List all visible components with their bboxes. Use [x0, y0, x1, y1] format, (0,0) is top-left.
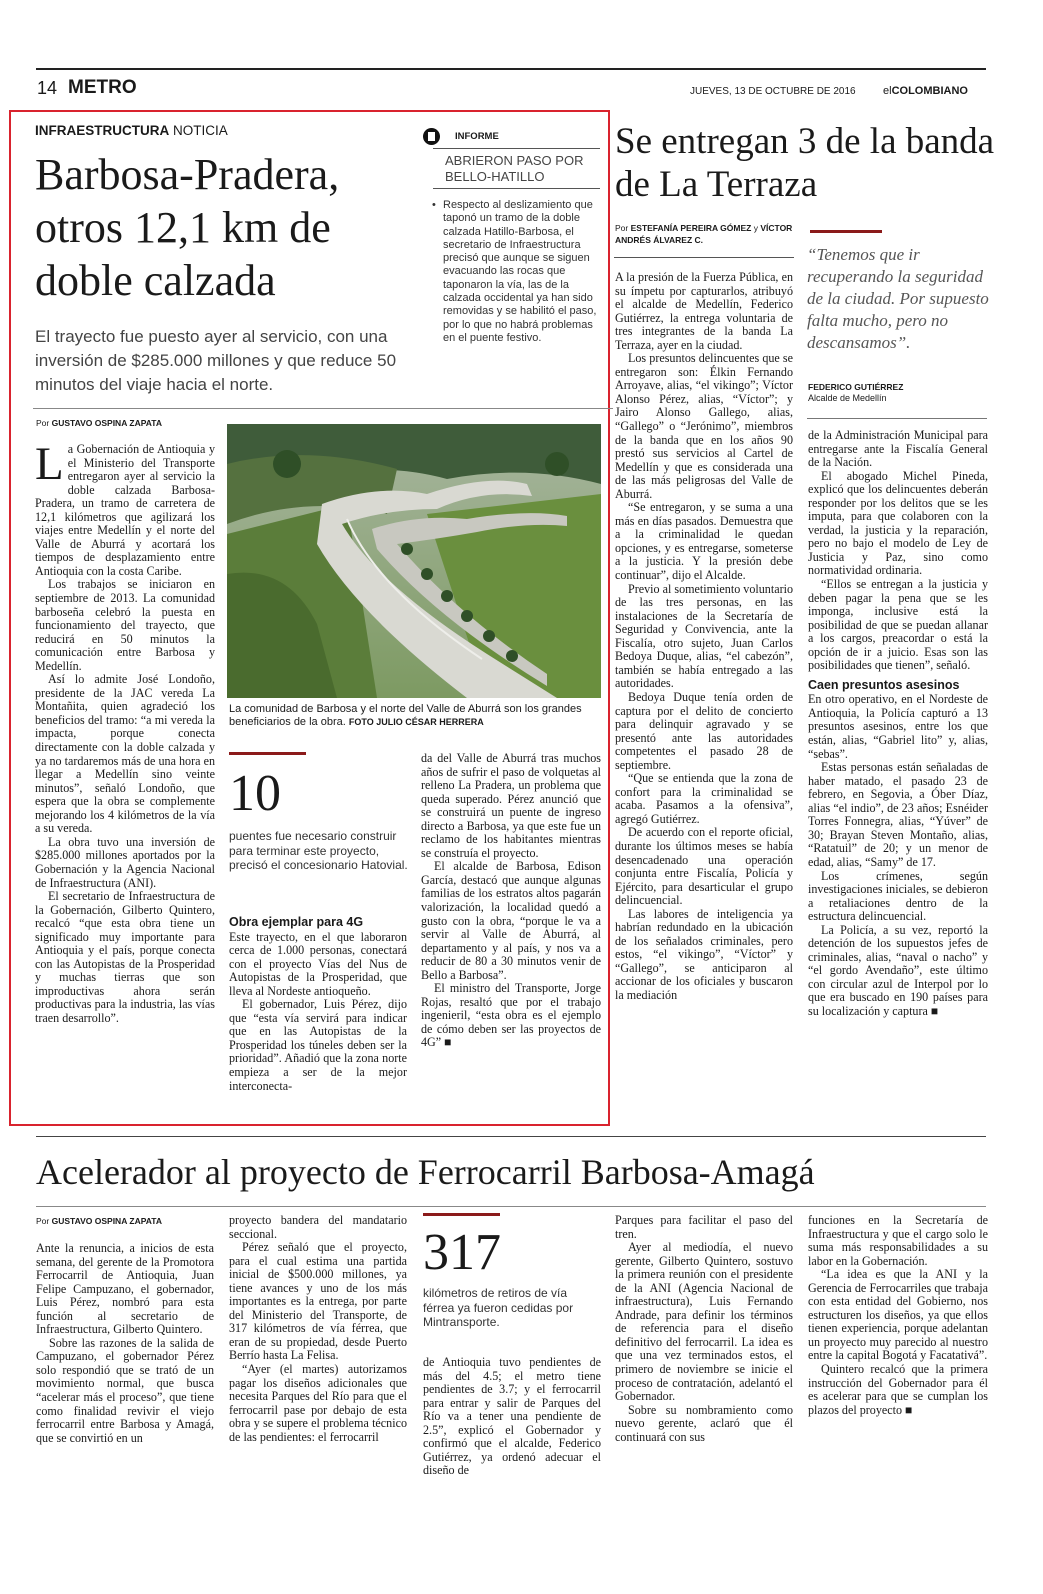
header-date: JUEVES, 13 DE OCTUBRE DE 2016 [690, 86, 856, 97]
terraza-col1-para: Las labores de inteligencia ya habrían redundado en la ubicación de los señalados criminales, pero estos, “el vikingo”, “Víctor” y “Gallego”, se anticiparon al accionar de los oficiales y buscaron la mediación [615, 906, 793, 1002]
terraza-col1-para: Los presuntos delincuentes que se entregaron son: Élkin Fernando Arroyave, alias, “el vikingo”; Víctor Alonso Pérez, alias, “Víctor”; y Jairo Alonso Gallego, alias, “Gallego” o “Jerónimo”, miembros de la banda que en los años 90 prestó sus servicios al Cartel de Medellín y que es considerada una de las más peligrosas del Valle de Aburrá. [615, 351, 793, 501]
terraza-col1-para: “Se entregaron, y se suma a una más en días pasados. Demuestra que a la criminalidad le quedan opciones, y es entregarse, someterse a la justicia. Y la presión debe continuar”, dijo el Alcalde. [615, 500, 793, 583]
terraza-rule [614, 257, 794, 258]
rail-col4 [615, 1214, 793, 1494]
informe-icon [423, 128, 440, 145]
kicker-bold: INFRAESTRUCTURA [35, 123, 170, 138]
dropcap: L [35, 443, 64, 490]
pull-quote: “Tenemos que ir recuperando la seguridad de la ciudad. Por supuesto falta mucho, pero no descansamos”. [807, 245, 989, 352]
informe-rule-top [433, 148, 600, 149]
rail-col2-para: proyecto bandera del mandatario seccional. [229, 1214, 407, 1241]
terraza-col1-para: Previo al sometimiento voluntario de las tres personas, en las instalaciones de la Secretaría de Seguridad y Convivencia, ante la Fiscalía, otro sujeto, Juan Carlos Bedoya Duque, alias, “el cabezón”, también se había entregado a las autoridades. [615, 581, 793, 691]
kicker-light: NOTICIA [173, 123, 228, 138]
main-lede: El trayecto fue puesto ayer al servicio, con una inversión de $285.000 millones y que reduce 50 minutos del viaje hacia el norte. [35, 327, 397, 394]
stat10-rule [229, 752, 306, 755]
main-byline [36, 418, 162, 429]
main-col3 [421, 752, 601, 1122]
terraza-col1-para: “Que se entienda que la zona de confort para la criminalidad se acaba. Pasamos a la ofensiva”, agregó Gutiérrez. [615, 771, 793, 826]
stat317-number: 317 [423, 1224, 501, 1281]
rail-byline-author: GUSTAVO OSPINA ZAPATA [51, 1216, 162, 1226]
main-col2-subhead: Obra ejemplar para 4G [229, 915, 364, 929]
informe-text [432, 199, 601, 345]
section-name: METRO [68, 77, 137, 98]
terraza-col2 [808, 429, 988, 1119]
terraza-headline: Se entregan 3 de la banda de La Terraza [615, 121, 995, 205]
terraza-col2-para: “Ellos se entregan a la justicia y deben pagar la pena que se les imponga, inclusive está la posibilidad de que se puedan allanar a los cargos, preacordar o está la opción de ir a juicio. Esas son las posibilidades que tienen”, señaló. [808, 577, 988, 673]
main-col3-para: El alcalde de Barbosa, Edison García, destacó que aunque algunas familias de los estratos altos pagarán valorización, la localidad quedó a gusto con la obra, “porque le va a servir al Valle de Aburrá, al departamento y al país, y nos va a reducir de 80 a 30 minutos venir de Bello a Barbosa”. [421, 859, 601, 982]
stat317-rule [423, 1213, 500, 1216]
terraza-col2b-para: Los crímenes, según investigaciones iniciales, se debieron a retaliaciones dentro de la estructura delincuencial. [808, 868, 988, 924]
informe-rule-mid [433, 188, 600, 189]
main-headline: Barbosa-Pradera, otros 12,1 km de doble calzada [35, 150, 340, 305]
bullet-icon: • [432, 199, 436, 211]
rail-col5-para: funciones en la Secretaría de Infraestructura y que el cargo solo le suma más responsabilidades a su labor en la Gobernación. [808, 1214, 988, 1268]
brand-el: el [883, 85, 892, 97]
terraza-byline-prefix: Por [615, 223, 629, 233]
terraza-col1-para: De acuerdo con el reporte oficial, durante los últimos meses se había desencadenado una operación conjunta entre Fiscalía, Policía y Ejército, para desarticular el grupo delincuencial. [615, 825, 793, 908]
photo-caption [229, 703, 601, 729]
rail-col5-para: “La idea es que la ANI y la Gerencia de Ferrocarriles que trabaja con esta entidad del Gobierno, nos estructuren los diseños, ya que ellos tienen experiencia, porque adelantan un proyecto muy parecido al nuestro entre la capital Bogotá y Facatativá”. [808, 1267, 988, 1363]
highway-photo [227, 424, 601, 698]
photo-caption-text: La comunidad de Barbosa y el norte del Valle de Aburrá son los grandes beneficiarios de la obra. [229, 703, 582, 728]
rail-col2-para: Pérez señaló que el proyecto, para el cual estima una partida inicial de $500.000 millones, ya tiene avances y uno de los más importantes es la entrega, por parte del Ministerio del Transporte, de 317 kilómetros de vía férrea, que eran de su propiedad, desde Puerto Berrío hasta La Felisa. [229, 1240, 407, 1363]
header-brand [883, 85, 968, 97]
main-col3-para: El ministro del Transporte, Jorge Rojas, resaltó que por el trabajo ingenieril, “esta obra es el ejemplo de cómo deben ser las proyectos de 4G” ■ [421, 981, 601, 1050]
main-byline-rule [33, 408, 613, 409]
terraza-col2b-para: La Policía, a su vez, reportó la detención de los supuestos jefes de criminales, alias, “naval o nacho” y “el gordo Avendaño”, este último con circular azul de Interpol por lo que era buscado en 190 países para su localización y captura ■ [808, 922, 988, 1018]
stat10-number: 10 [229, 765, 281, 822]
terraza-byline-author1: ESTEFANÍA PEREIRA GÓMEZ [630, 223, 752, 233]
highway-aerial-image [227, 424, 601, 698]
quote-bottom-rule [807, 418, 987, 419]
main-kicker [35, 123, 228, 138]
main-col1-para: Los trabajos se iniciaron en septiembre de 2013. La comunidad barboseña celebró la puesta en funcionamiento del trayecto, que reducirá en 50 minutos la comunicación entre Barbosa y Medellín. [35, 577, 215, 673]
stat317-text: kilómetros de retiros de vía férrea ya fueron cedidas por Mintransporte. [423, 1286, 574, 1329]
rail-col4-para: Parques para facilitar el paso del tren. [615, 1214, 793, 1241]
brand-name: COLOMBIANO [891, 85, 968, 97]
informe-title: ABRIERON PASO POR BELLO-HATILLO [445, 153, 584, 184]
rail-col5-para: Quintero recalcó que la primera instrucción del Gobernador para él es acelerar para que se cumplan los plazos del proyecto ■ [808, 1362, 988, 1417]
terraza-col2-subhead: Caen presuntos asesinos [808, 677, 960, 692]
main-col1-para: El secretario de Infraestructura de la Gobernación, Gilberto Quintero, recalcó “que esta obra tiene un significado muy importante para Antioquia y el país, porque conecta con las Autopistas de la Prosperidad y muchas tierras que son improductivas ahora serán productivas para la industria, las vías traen desarrollo”. [35, 889, 215, 1025]
rail-top-rule [36, 1136, 986, 1137]
terraza-byline-author2: VÍCTOR ANDRÉS ÁLVAREZ C. [615, 223, 793, 245]
quote-role: Alcalde de Medellín [808, 393, 887, 403]
terraza-col2b-para: Estas personas están señaladas de haber matado, el pasado 23 de febrero, en Segovia, a Óber Díaz, alias “el indio”, de 23 años; Esnéider Torres Fonnegra, alias, “Yúver” de 30; Brayan Steven Montaño, alias, “Ratatuil” de 20; y un menor de edad, alias, “Samy” de 17. [808, 760, 988, 869]
rail-col4-para: Ayer al mediodía, el nuevo gerente, Gilberto Quintero, sostuvo la primera reunión con el presidente de la ANI (Agencia Nacional de infraestructura), Luis Fernando Andrade, para definir los términos de referencia para el diseño definitivo del ferrocarril. La idea es que una vez terminados estos, el primero de noviembre se inicie el proceso de contratación, adelantó el Gobernador. [615, 1240, 793, 1404]
rail-byline-prefix: Por [36, 1216, 50, 1226]
rail-byline [36, 1216, 162, 1227]
terraza-col2b-para: En otro operativo, en el Nordeste de Antioquia, la Policía capturó a 13 presuntos asesinos, entre los que están, alias, “Gabriel lito” y, alias, “sebas”. [808, 692, 988, 761]
rail-col5 [808, 1214, 988, 1494]
rail-headline: Acelerador al proyecto de Ferrocarril Barbosa-Amagá [36, 1152, 815, 1192]
terraza-col1-para: Bedoya Duque tenía orden de captura por el delito de concierto para delinquir agravado y se presentó ante las autoridades competentes el pasado 28 de septiembre. [615, 689, 793, 772]
rail-col2-para: “Ayer (el martes) autorizamos pagar los diseños adicionales que necesita Parques del Río para que el ferrocarril pase por debajo de esta obra y se supere el problema técnico de las pendientes: el ferrocarril [229, 1362, 407, 1444]
byline-author: GUSTAVO OSPINA ZAPATA [51, 418, 162, 428]
stat10-text: puentes fue necesario construir para terminar este proyecto, precisó el concesionario Hatovial. [229, 829, 408, 872]
main-col2 [229, 913, 407, 1123]
informe-label: INFORME [455, 131, 499, 142]
terraza-col2-para: de la Administración Municipal para entregarse ante la Fiscalía General de la Nación. [808, 429, 988, 470]
quote-author: FEDERICO GUTIÉRREZ [808, 382, 904, 392]
main-col1 [35, 443, 215, 1129]
main-col1-para: Así lo admite José Londoño, presidente de la JAC vereda La Montañita, quien agradeció los beneficios del tramo: “a mi vereda la impacta, porque conecta directamente con la doble calzada y ya no tardaremos más de una hora en llegar a Medellín sino veinte minutos”, señaló Londoño, que espera que la obra se complemente mejorando los 4 kilómetros de la vía a su vereda. [35, 672, 215, 836]
main-col2-para: El gobernador, Luis Pérez, dijo que “esta vía servirá para indicar que en las Autopistas de la Prosperidad los túneles deben ser la prioridad”. Añadió que la zona norte empieza a ser de la mejor interconecta- [229, 997, 407, 1093]
terraza-col1 [615, 271, 793, 1119]
photo-credit: FOTO JULIO CÉSAR HERRERA [348, 717, 484, 727]
quote-rule [810, 230, 882, 233]
main-col1-para: La Gobernación de Antioquia y el Ministerio del Transporte entregaron ayer al servicio la doble calzada Barbosa-Pradera, un tramo de carretera de 12,1 kilómetros que agilizará los viajes entre Medellín y el norte del Valle de Aburrá y acortará los tiempos de desplazamiento entre Antioquia con la costa Caribe. [35, 443, 215, 578]
terraza-byline [615, 222, 800, 246]
terraza-byline-and: y [753, 223, 758, 233]
rail-col3-para: de Antioquia tuvo pendientes de más del 4.5; el metro tiene pendientes de 3.7; y el ferrocarril para entrar y salir de Parques del Río va a tener una pendiente de 2.5”, explicó el Gobernador y confirmó que el alcalde, Federico Gutiérrez, ya ordenó adecuar el diseño de [423, 1356, 601, 1478]
main-col1-para: La obra tuvo una inversión de $285.000 millones aportados por la Gobernación y la Agencia Nacional de Infraestructura (ANI). [35, 834, 215, 890]
header-top-rule [36, 68, 986, 70]
rail-col3 [423, 1356, 601, 1496]
informe-body: Respecto al deslizamiento que taponó un tramo de la doble calzada Hatillo-Barbosa, el secretario de Infraestructura precisó que aunque se siguen evacuando las rocas que taponaron la vía, las de la calzada occidental ya han sido removidas y se habilitó el paso, por lo que no habrá problemas en el puente festivo. [443, 199, 597, 344]
rail-col1-para: Sobre las razones de la salida de Campuzano, el gobernador Pérez solo respondió que se trató de un movimiento normal, que busca “acelerar más el proceso”, que tiene como finalidad revivir el viejo ferrocarril entre Barbosa y Amagá, que se convirtió en un [36, 1335, 214, 1445]
page-number: 14 [37, 78, 58, 98]
rail-col1 [36, 1242, 214, 1492]
rail-col1-para: Ante la renuncia, a inicios de esta semana, del gerente de la Promotora Ferrocarril de Antioquia, Juan Felipe Campuzano, el gobernador, Luis Pérez, nombró para esta función al secretario de Infraestructura, Gilberto Quintero. [36, 1242, 214, 1337]
terraza-col1-para: A la presión de la Fuerza Pública, en su ímpetu por capturarlos, atribuyó el alcalde de Medellín, Federico Gutiérrez, la entrega voluntaria de tres integrantes de la banda La Terraza, ayer en la ciudad. [615, 271, 793, 352]
rail-headline-rule [36, 1206, 986, 1207]
main-col3-para: da del Valle de Aburrá tras muchos años de sufrir el paso de volquetas al relleno La Pradera, un problema que queda superado. Pérez anunció que se construirá un puente de ingreso directo a Barbosa, ya que este fue un reclamo de los habitantes mientras se construía el proyecto. [421, 752, 601, 860]
rail-col2 [229, 1214, 407, 1494]
byline-prefix: Por [36, 418, 50, 428]
rail-col4-para: Sobre su nombramiento como nuevo gerente, aclaró que él continuará con sus [615, 1402, 793, 1444]
terraza-col2-para: El abogado Michel Pineda, explicó que los delincuentes deberán responder por los delitos que se les imputa, para que colaboren con la verdad, la justicia y la reparación, pero no bajo el modelo de Ley de Justicia y Paz, sino como normatividad ordinaria. [808, 468, 988, 578]
main-col2-para: Este trayecto, en el que laboraron cerca de 1.000 personas, conectará con el proyecto Vías del Nus de Autopistas de la Prosperidad, que lleva al Nordeste antioqueño. [229, 929, 407, 998]
